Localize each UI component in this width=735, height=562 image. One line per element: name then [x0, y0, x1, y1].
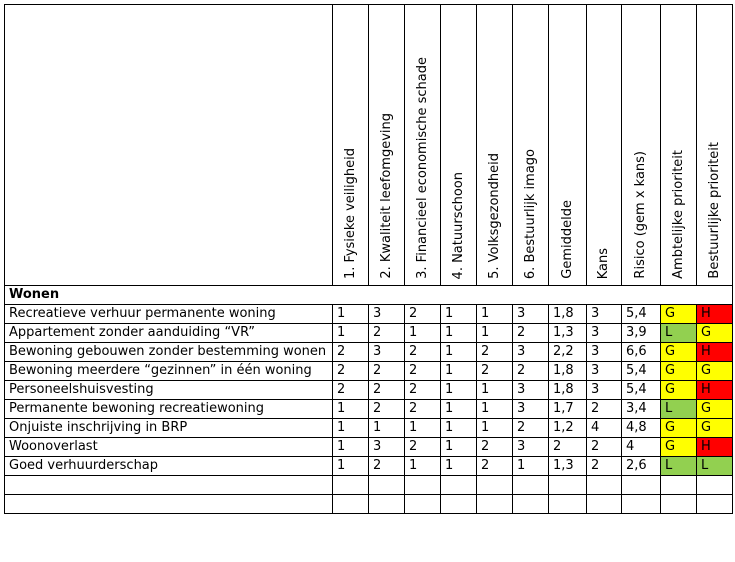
cell-volksgezondheid: 2 — [477, 343, 513, 362]
cell-bestuurlijk-imago: 3 — [513, 343, 549, 362]
header-financieel-economische-schade: 3. Financieel economische schade — [405, 5, 441, 286]
table-row — [5, 400, 733, 419]
cell-natuurschoon: 1 — [441, 457, 477, 476]
cell-financieel-economische-schade: 2 — [405, 400, 441, 419]
cell-kans: 2 — [587, 457, 622, 476]
cell-risico: 3,9 — [622, 324, 661, 343]
cell-kans: 3 — [587, 343, 622, 362]
header-bestuurlijk-imago: 6. Bestuurlijk imago — [513, 5, 549, 286]
cell-kwaliteit-leefomgeving: 2 — [369, 324, 405, 343]
cell-kwaliteit-leefomgeving: 2 — [369, 381, 405, 400]
cell-gemiddelde: 1,2 — [549, 419, 587, 438]
cell-bestuurlijke-prioriteit: H — [697, 438, 733, 457]
cell-ambtelijke-prioriteit: L — [661, 400, 697, 419]
cell-kwaliteit-leefomgeving: 2 — [369, 457, 405, 476]
cell-fysieke-veiligheid: 1 — [333, 457, 369, 476]
cell-financieel-economische-schade: 1 — [405, 419, 441, 438]
cell-fysieke-veiligheid: 1 — [333, 324, 369, 343]
cell-kans: 3 — [587, 305, 622, 324]
cell-financieel-economische-schade: 2 — [405, 362, 441, 381]
header-bestuurlijke-prioriteit: Bestuurlijke prioriteit — [697, 5, 733, 286]
cell-fysieke-veiligheid: 2 — [333, 343, 369, 362]
cell-kans: 3 — [587, 381, 622, 400]
cell-natuurschoon: 1 — [441, 400, 477, 419]
row-label: Personeelshuisvesting — [5, 381, 333, 400]
cell-kans: 3 — [587, 362, 622, 381]
cell-bestuurlijke-prioriteit: G — [697, 324, 733, 343]
header-gemiddelde: Gemiddelde — [549, 5, 587, 286]
cell-risico: 4,8 — [622, 419, 661, 438]
cell-ambtelijke-prioriteit: G — [661, 343, 697, 362]
cell-bestuurlijke-prioriteit: L — [697, 457, 733, 476]
empty-row — [5, 495, 733, 514]
cell-ambtelijke-prioriteit: L — [661, 457, 697, 476]
cell-bestuurlijke-prioriteit: H — [697, 381, 733, 400]
cell-risico: 5,4 — [622, 305, 661, 324]
cell-gemiddelde: 1,8 — [549, 381, 587, 400]
cell-risico: 4 — [622, 438, 661, 457]
row-label: Onjuiste inschrijving in BRP — [5, 419, 333, 438]
row-label: Goed verhuurderschap — [5, 457, 333, 476]
cell-kans: 3 — [587, 324, 622, 343]
cell-risico: 3,4 — [622, 400, 661, 419]
cell-risico: 6,6 — [622, 343, 661, 362]
cell-financieel-economische-schade: 1 — [405, 324, 441, 343]
cell-financieel-economische-schade: 2 — [405, 381, 441, 400]
table-row — [5, 343, 733, 362]
cell-fysieke-veiligheid: 2 — [333, 362, 369, 381]
table-row — [5, 438, 733, 457]
cell-gemiddelde: 1,8 — [549, 362, 587, 381]
row-label: Woonoverlast — [5, 438, 333, 457]
cell-volksgezondheid: 2 — [477, 457, 513, 476]
cell-volksgezondheid: 1 — [477, 419, 513, 438]
cell-bestuurlijk-imago: 3 — [513, 438, 549, 457]
cell-risico: 2,6 — [622, 457, 661, 476]
cell-natuurschoon: 1 — [441, 362, 477, 381]
cell-gemiddelde: 2,2 — [549, 343, 587, 362]
cell-fysieke-veiligheid: 1 — [333, 400, 369, 419]
cell-bestuurlijk-imago: 3 — [513, 305, 549, 324]
row-label: Permanente bewoning recreatiewoning — [5, 400, 333, 419]
cell-kwaliteit-leefomgeving: 3 — [369, 343, 405, 362]
header-kwaliteit-leefomgeving: 2. Kwaliteit leefomgeving — [369, 5, 405, 286]
cell-volksgezondheid: 2 — [477, 362, 513, 381]
header-volksgezondheid: 5. Volksgezondheid — [477, 5, 513, 286]
cell-gemiddelde: 1,7 — [549, 400, 587, 419]
cell-kwaliteit-leefomgeving: 2 — [369, 362, 405, 381]
header-row — [5, 5, 733, 286]
table-row — [5, 362, 733, 381]
header-fysieke-veiligheid: 1. Fysieke veiligheid — [333, 5, 369, 286]
cell-natuurschoon: 1 — [441, 343, 477, 362]
table-row — [5, 305, 733, 324]
cell-natuurschoon: 1 — [441, 305, 477, 324]
row-label: Recreatieve verhuur permanente woning — [5, 305, 333, 324]
cell-ambtelijke-prioriteit: G — [661, 438, 697, 457]
cell-ambtelijke-prioriteit: L — [661, 324, 697, 343]
row-label: Bewoning meerdere “gezinnen” in één woning — [5, 362, 333, 381]
section-title: Wonen — [5, 286, 733, 305]
cell-natuurschoon: 1 — [441, 324, 477, 343]
table-row — [5, 457, 733, 476]
cell-bestuurlijk-imago: 1 — [513, 457, 549, 476]
cell-financieel-economische-schade: 2 — [405, 343, 441, 362]
cell-volksgezondheid: 2 — [477, 438, 513, 457]
cell-bestuurlijk-imago: 3 — [513, 381, 549, 400]
table-row — [5, 324, 733, 343]
table-row — [5, 419, 733, 438]
cell-ambtelijke-prioriteit: G — [661, 419, 697, 438]
cell-gemiddelde: 1,3 — [549, 324, 587, 343]
cell-ambtelijke-prioriteit: G — [661, 362, 697, 381]
row-label: Bewoning gebouwen zonder bestemming wonen — [5, 343, 333, 362]
cell-fysieke-veiligheid: 1 — [333, 305, 369, 324]
cell-bestuurlijke-prioriteit: G — [697, 362, 733, 381]
cell-natuurschoon: 1 — [441, 419, 477, 438]
cell-bestuurlijk-imago: 2 — [513, 419, 549, 438]
header-risico: Risico (gem x kans) — [622, 5, 661, 286]
row-label: Appartement zonder aanduiding “VR” — [5, 324, 333, 343]
cell-kwaliteit-leefomgeving: 2 — [369, 400, 405, 419]
risk-matrix-table — [4, 4, 733, 514]
table-row — [5, 381, 733, 400]
cell-financieel-economische-schade: 2 — [405, 305, 441, 324]
cell-kans: 2 — [587, 438, 622, 457]
cell-ambtelijke-prioriteit: G — [661, 305, 697, 324]
cell-gemiddelde: 1,3 — [549, 457, 587, 476]
cell-kans: 4 — [587, 419, 622, 438]
cell-risico: 5,4 — [622, 381, 661, 400]
header-kans: Kans — [587, 5, 622, 286]
cell-gemiddelde: 1,8 — [549, 305, 587, 324]
cell-ambtelijke-prioriteit: G — [661, 381, 697, 400]
cell-bestuurlijk-imago: 2 — [513, 324, 549, 343]
cell-financieel-economische-schade: 2 — [405, 438, 441, 457]
header-ambtelijke-prioriteit: Ambtelijke prioriteit — [661, 5, 697, 286]
cell-risico: 5,4 — [622, 362, 661, 381]
cell-bestuurlijke-prioriteit: G — [697, 400, 733, 419]
section-row — [5, 286, 733, 305]
cell-bestuurlijke-prioriteit: H — [697, 305, 733, 324]
cell-volksgezondheid: 1 — [477, 305, 513, 324]
header-corner — [5, 5, 333, 286]
cell-kans: 2 — [587, 400, 622, 419]
cell-financieel-economische-schade: 1 — [405, 457, 441, 476]
cell-volksgezondheid: 1 — [477, 324, 513, 343]
cell-fysieke-veiligheid: 1 — [333, 438, 369, 457]
cell-natuurschoon: 1 — [441, 438, 477, 457]
header-natuurschoon: 4. Natuurschoon — [441, 5, 477, 286]
cell-volksgezondheid: 1 — [477, 400, 513, 419]
cell-fysieke-veiligheid: 1 — [333, 419, 369, 438]
cell-bestuurlijk-imago: 2 — [513, 362, 549, 381]
cell-natuurschoon: 1 — [441, 381, 477, 400]
empty-row — [5, 476, 733, 495]
cell-kwaliteit-leefomgeving: 3 — [369, 438, 405, 457]
cell-volksgezondheid: 1 — [477, 381, 513, 400]
cell-bestuurlijk-imago: 3 — [513, 400, 549, 419]
cell-bestuurlijke-prioriteit: G — [697, 419, 733, 438]
cell-fysieke-veiligheid: 2 — [333, 381, 369, 400]
cell-kwaliteit-leefomgeving: 3 — [369, 305, 405, 324]
cell-gemiddelde: 2 — [549, 438, 587, 457]
cell-kwaliteit-leefomgeving: 1 — [369, 419, 405, 438]
cell-bestuurlijke-prioriteit: H — [697, 343, 733, 362]
